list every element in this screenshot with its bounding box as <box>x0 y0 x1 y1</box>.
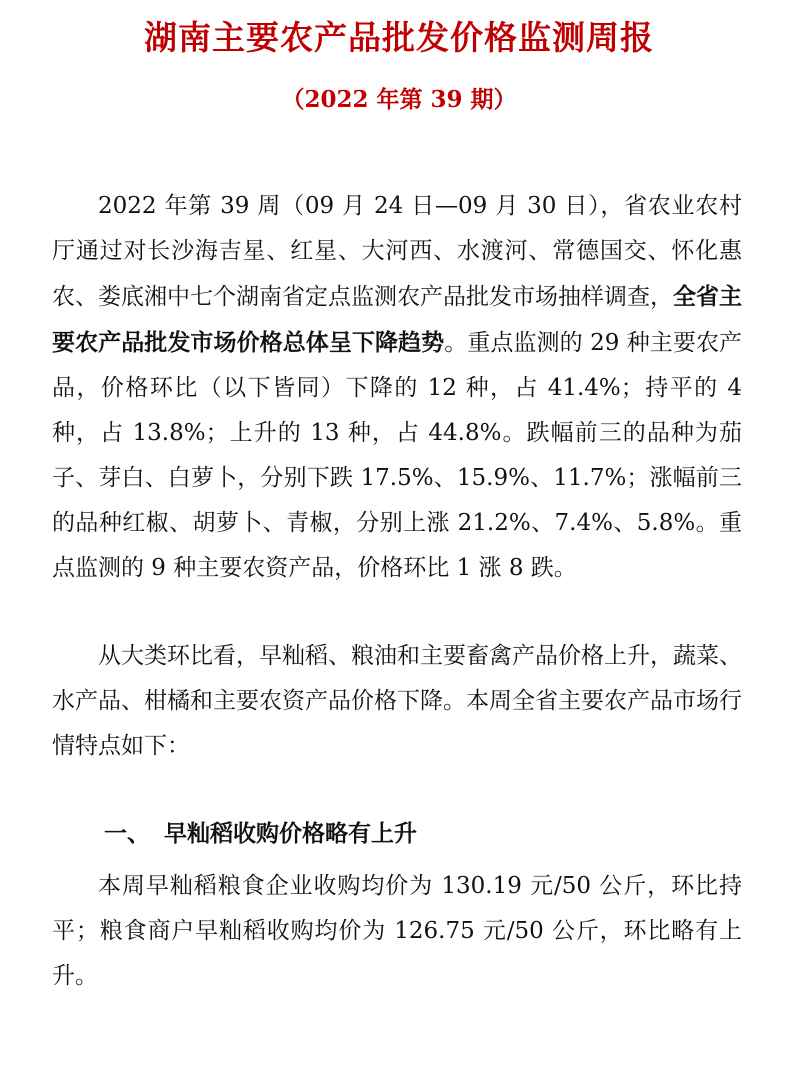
category-overview-paragraph: 从大类环比看，早籼稻、粮油和主要畜禽产品价格上升，蔬菜、水产品、柑橘和主要农资产品价格下降。本周全省主要农产品市场行情特点如下： <box>52 643 742 759</box>
summary-text-highlight: 全省主要农产品批发市场价格总体呈下降趋势 <box>52 283 742 356</box>
section-number: 一、 <box>104 820 150 847</box>
report-issue-subtitle: （2022 年第 39 期） <box>281 86 517 113</box>
section-heading-text: 早籼稻收购价格略有上升 <box>164 820 417 847</box>
summary-paragraph <box>52 184 742 591</box>
report-title: 湖南主要农产品批发价格监测周报 <box>144 18 654 57</box>
summary-text-details: 。重点监测的 29 种主要农产品，价格环比（以下皆同）下降的 12 种，占 41.4%；持平的 4 种，占 13.8%；上升的 13 种，占 44.8%。跌幅前三的品种为茄子、芽白、白萝卜，分别下跌 17.5%、15.9%、11.7%；涨幅前三的品种红椒、胡萝卜、青椒，分别上涨 21.2%、7.4%、5.8%。重点监测的 9 种主要农资产品，价格环比 1 涨 8 跌。 <box>52 330 743 581</box>
section-paragraph: 本周早籼稻粮食企业收购均价为 130.19 元/50 公斤，环比持平；粮食商户早籼稻收购均价为 126.75 元/50 公斤，环比略有上升。 <box>52 873 742 989</box>
section-heading <box>104 812 417 856</box>
summary-text-intro: 2022 年第 39 周（09 月 24 日—09 月 30 日），省农业农村厅通过对长沙海吉星、红星、大河西、水渡河、常德国交、怀化惠农、娄底湘中七个湖南省定点监测农产品批发市场抽样调查， <box>52 193 742 310</box>
